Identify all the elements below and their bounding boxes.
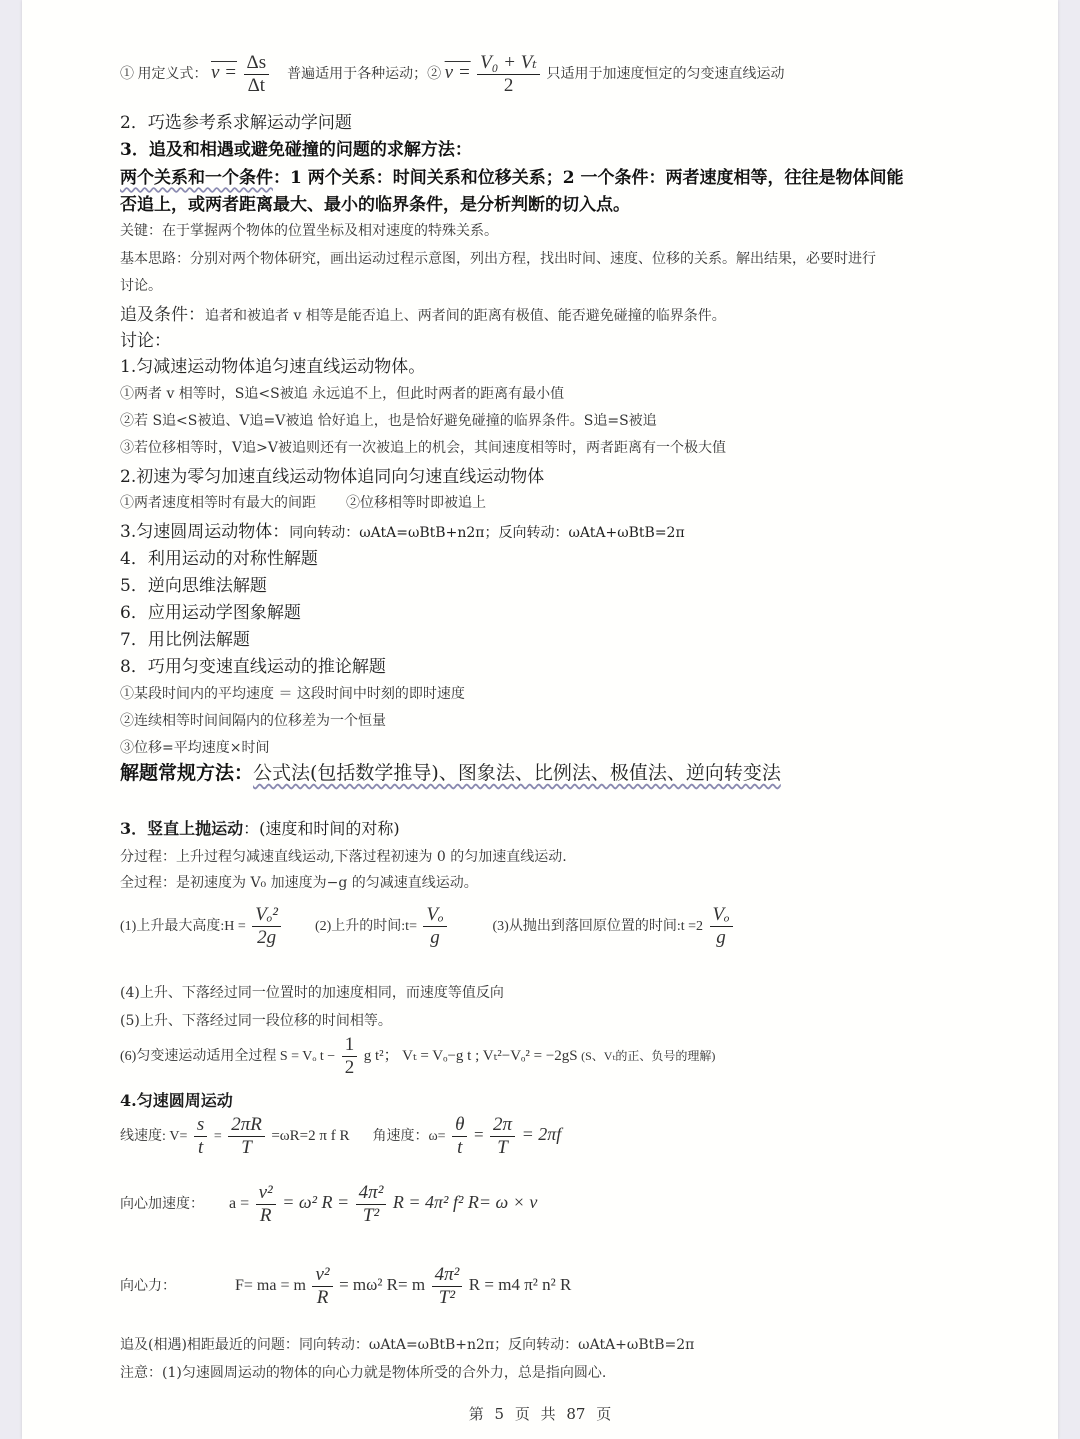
vertical-throw-formulas: (1)上升最大高度:H = $\frac{\text{Vₒ²}}{2g}$ (2)上升的时间:t= $\frac{\text{Vₒ}}{g}$ (3)从抛出到落回原位置的时间:t =2 $\frac{\text{Vₒ}}{g}$ [120, 904, 736, 950]
method-item: 8．巧用匀变速直线运动的推论解题 [120, 657, 386, 677]
fraction-max-height: $\frac{\text{Vₒ²}}{2g}$ [252, 904, 281, 950]
text-line: ①两者 v 相等时，S追<S被追 永远追不上，但此时两者的距离有最小值 [120, 386, 565, 402]
text-line: 讨论。 [120, 278, 162, 294]
centripetal-force: 向心力： F= ma = m $\frac{\text{v²}}{R}$ = mω² R= m $\frac{\text{4π²}}{\text{T²}}$ R = m4 π² n² R [120, 1264, 572, 1308]
text: 只适用于加速度恒定的匀变速直线运动 [546, 67, 785, 83]
text-line: 关键：在于掌握两个物体的位置坐标及相对速度的特殊关系。 [120, 223, 498, 239]
text-line: ①两者速度相等时有最大的间距 ②位移相等时即被追上 [120, 495, 486, 511]
text-line: ②若 S追<S被追、V追=V被追 恰好追上，也是恰好避免碰撞的临界条件。S追=S被追 [120, 413, 657, 429]
text-line: (4)上升、下落经过同一位置时的加速度相同，而速度等值反向 [120, 985, 504, 1001]
text-line: 基本思路：分别对两个物体研究，画出运动过程示意图，列出方程，找出时间、速度、位移的关系。解出结果，必要时进行 [120, 251, 876, 267]
avg-velocity-line [120, 52, 784, 98]
text: 普遍适用于各种运动；② [287, 67, 442, 83]
heading-3: 3．追及和相遇或避免碰撞的问题的求解方法： [120, 140, 472, 160]
method-item: 6．应用运动学图象解题 [120, 603, 301, 623]
section-circular-motion-title: 4.匀速圆周运动 [120, 1091, 233, 1110]
text-line: ①某段时间内的平均速度 ＝ 这段时间中时刻的即时速度 [120, 686, 465, 702]
fraction-rise-time: $\frac{\text{Vₒ}}{g}$ [423, 904, 446, 950]
fraction-v0-vt: $\frac{\text{V₀ + Vₜ}}{2}$ [477, 52, 540, 98]
centripetal-acceleration: 向心加速度： a = $\frac{\text{v²}}{R}$ = ω² R = $\frac{\text{4π²}}{\text{T²}}$ R = 4π² f² R= ω × v [120, 1182, 538, 1226]
document-page [22, 0, 1058, 1439]
text-line: ③位移=平均速度×时间 [120, 740, 270, 756]
fraction-ds-dt: $\frac{\Delta s}{\Delta t}$ [244, 52, 270, 98]
underlined-term: 两个关系和一个条件 [120, 168, 273, 188]
fraction-total-time: $\frac{\text{Vₒ}}{g}$ [710, 904, 733, 950]
two-relations-line: 两个关系和一个条件：1 两个关系：时间关系和位移关系；2 一个条件：两者速度相等，往往是物体间能 [120, 168, 904, 188]
formula-lhs: v = [444, 62, 471, 84]
section-vertical-throw-title: 3．竖直上抛运动：(速度和时间的对称) [120, 819, 400, 838]
heading-2: 2．巧选参考系求解运动学问题 [120, 113, 352, 133]
note-line: 注意：(1)匀速圆周运动的物体的向心力就是物体所受的合外力，总是指向圆心. [120, 1365, 607, 1381]
text-line: 讨论： [120, 331, 171, 351]
method-item: 4．利用运动的对称性解题 [120, 549, 318, 569]
subheading: 2.初速为零匀加速直线运动物体追同向匀速直线运动物体 [120, 467, 545, 487]
circular-motion-line: 3.匀速圆周运动物体：同向转动：ωAtA=ωBtB+n2π；反向转动：ωAtA+ωBtB=2π [120, 522, 685, 542]
formula-lhs: v = [211, 62, 238, 84]
method-item: 7．用比例法解题 [120, 630, 250, 650]
text: ① 用定义式： [120, 67, 208, 83]
chase-circular-line: 追及(相遇)相距最近的问题：同向转动：ωAtA=ωBtB+n2π；反向转动：ωAtA+ωBtB=2π [120, 1337, 695, 1353]
text-line: ②连续相等时间间隔内的位移差为一个恒量 [120, 713, 386, 729]
fraction-one-half: $\frac{1}{2}$ [342, 1034, 358, 1080]
chase-condition-line: 追及条件：追者和被追者 v 相等是能否追上、两者间的距离有极值、能否避免碰撞的临界条件。 [120, 305, 726, 325]
linear-angular-velocity: 线速度: V= $\frac{s}{t}$ = $\frac{2\pi R}{T}$ =ωR=2 π f R 角速度：ω= $\frac{\theta}{t}$ = $\frac{2\pi}{T}$ = 2πf [120, 1114, 562, 1158]
text-line: ③若位移相等时，V追>V被追则还有一次被追上的机会，其间速度相等时，两者距离有一个极大值 [120, 440, 726, 456]
text-line: (5)上升、下落经过同一段位移的时间相等。 [120, 1013, 392, 1029]
uniform-accel-formula: (6)匀变速运动适用全过程 S = Vₒ t − $\frac{1}{2}$ g t²； Vₜ = Vₒ−g t ; Vₜ²−Vₒ² = −2gS (S、Vₜ的正、负号的理解) [120, 1034, 716, 1078]
text-line: 分过程：上升过程匀减速直线运动,下落过程初速为 0 的匀加速直线运动. [120, 849, 567, 865]
method-item: 5．逆向思维法解题 [120, 576, 267, 596]
text-line: 否追上，或两者距离最大、最小的临界条件，是分析判断的切入点。 [120, 195, 630, 215]
text-line: 全过程：是初速度为 V₀ 加速度为−g 的匀减速直线运动。 [120, 875, 478, 891]
page-number-footer: 第 5 页 共 87 页 [468, 1405, 612, 1423]
subheading: 1.匀减速运动物体追匀速直线运动物体。 [120, 357, 426, 377]
general-methods-line: 解题常规方法：公式法(包括数学推导)、图象法、比例法、极值法、逆向转变法 [120, 762, 781, 784]
